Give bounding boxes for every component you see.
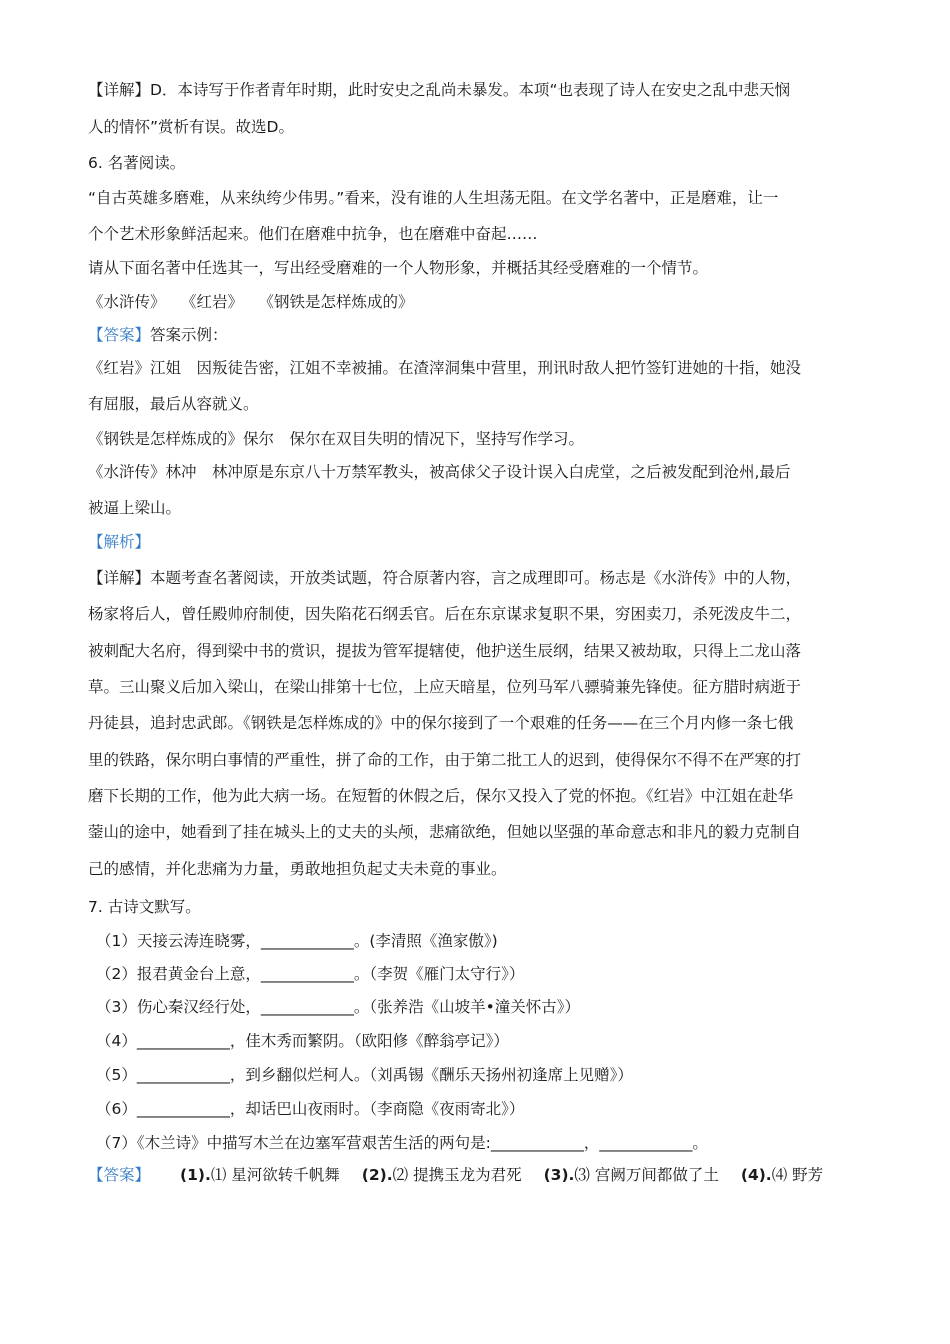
- q6-detail-line: 杨家将后人，曾任殿帅府制使，因失陷花石纲丢官。后在东京谋求复职不果，穷困卖刀，杀死泼皮牛二，: [88, 605, 802, 623]
- q6-task: 请从下面名著中任选其一，写出经受磨难的一个人物形象，并概括其经受磨难的一个情节。: [88, 259, 709, 277]
- q7-item: （3）伤心秦汉经行处，____________。（张养浩《山坡羊•潼关怀古》）: [96, 998, 581, 1016]
- answer-text: ⑷ 野芳: [771, 1166, 824, 1184]
- q6-detail-line: 被刺配大名府，得到梁中书的赏识，提拔为管军提辖使，他护送生辰纲，结果又被劫取，只得上二龙山落: [88, 642, 802, 660]
- q6-stem-line1: “自古英雄多磨难，从来纨绔少伟男。”看来，没有谁的人生坦荡无阻。在文学名著中，正是磨难，让一: [88, 189, 779, 207]
- q7-item: （2）报君黄金台上意，____________。（李贺《雁门太守行》）: [96, 965, 525, 983]
- detail5-line2: 人的情怀”赏析有误。故选D。: [88, 118, 294, 136]
- q6-title: 6. 名著阅读。: [88, 154, 186, 172]
- q6-detail-line: 草。三山聚义后加入梁山，在梁山排第十七位，上应天暗星，位列马军八骠骑兼先锋使。征方腊时病逝于: [88, 678, 802, 696]
- answer-tag: 【答案】: [88, 1166, 151, 1184]
- answer-text: ⑵ 提携玉龙为君死: [392, 1166, 522, 1184]
- q6-ans1-line1: 《红岩》江姐 因叛徒告密，江姐不幸被捕。在渣滓洞集中营里，刑讯时敌人把竹签钉进她的十指，她没: [88, 359, 802, 377]
- answer-number: (4).: [740, 1166, 772, 1184]
- detail5-line1: 【详解】D．本诗写于作者青年时期，此时安史之乱尚未暴发。本项“也表现了诗人在安史之乱中悲天悯: [88, 81, 790, 99]
- q6-detail-line: 己的感情，并化悲痛为力量，勇敢地担负起丈夫未竟的事业。: [88, 860, 507, 878]
- answer-tag: 【答案】: [88, 326, 151, 344]
- answer-text: ⑴ 星河欲转千帆舞: [210, 1166, 340, 1184]
- answer-number: (2).: [361, 1166, 393, 1184]
- q7-answer-line: [88, 1165, 823, 1185]
- q6-ans2: 《钢铁是怎样炼成的》保尔 保尔在双目失明的情况下，坚持写作学习。: [88, 430, 585, 448]
- q6-answer-line: [88, 325, 228, 345]
- q6-detail-line: 【详解】本题考查名著阅读，开放类试题，符合原著内容，言之成理即可。杨志是《水浒传》中的人物，: [88, 569, 802, 587]
- q7-item: （4）____________，佳木秀而繁阴。（欧阳修《醉翁亭记》）: [96, 1032, 509, 1050]
- answer-text: ⑶ 宫阙万间都做了土: [574, 1166, 719, 1184]
- q6-ans3-line1: 《水浒传》林冲 林冲原是东京八十万禁军教头，被高俅父子设计误入白虎堂，之后被发配到沧州,最后: [88, 463, 791, 481]
- q6-ans1-line2: 有屈服，最后从容就义。: [88, 395, 259, 413]
- q7-title: 7. 古诗文默写。: [88, 898, 201, 916]
- q6-detail-line: 丹徒县，追封忠武郎。《钢铁是怎样炼成的》中的保尔接到了一个艰难的任务——在三个月内修一条七俄: [88, 714, 794, 732]
- q6-detail-line: 里的铁路，保尔明白事情的严重性，拼了命的工作，由于第二批工人的迟到，使得保尔不得不在严寒的打: [88, 751, 802, 769]
- q6-ans3-line2: 被逼上梁山。: [88, 499, 182, 517]
- q6-detail-line: 磨下长期的工作，他为此大病一场。在短暂的休假之后，保尔又投入了党的怀抱。《红岩》中江姐在赴华: [88, 787, 794, 805]
- q7-item: （5）____________，到乡翻似烂柯人。（刘禹锡《酬乐天扬州初逢席上见赠》）: [96, 1066, 633, 1084]
- q6-detail-line: 蓥山的途中，她看到了挂在城头上的丈夫的头颅，悲痛欲绝，但她以坚强的革命意志和非凡的毅力克制自: [88, 823, 802, 841]
- answer-intro: 答案示例：: [150, 326, 228, 344]
- q6-books: 《水浒传》 《红岩》 《钢铁是怎样炼成的》: [88, 293, 414, 311]
- q6-analysis-tag: 【解析】: [88, 533, 151, 551]
- answer-number: (1).: [180, 1166, 211, 1184]
- q7-item: （6）____________，却话巴山夜雨时。（李商隐《夜雨寄北》）: [96, 1100, 525, 1118]
- answer-number: (3).: [543, 1166, 575, 1184]
- q6-stem-line2: 个个艺术形象鲜活起来。他们在磨难中抗争，也在磨难中奋起……: [88, 225, 538, 243]
- q7-item: （7）《木兰诗》中描写木兰在边塞军营艰苦生活的两句是:____________，____________。: [96, 1134, 708, 1152]
- q7-item: （1）天接云涛连晓雾，____________。(李清照《渔家傲》): [96, 932, 498, 950]
